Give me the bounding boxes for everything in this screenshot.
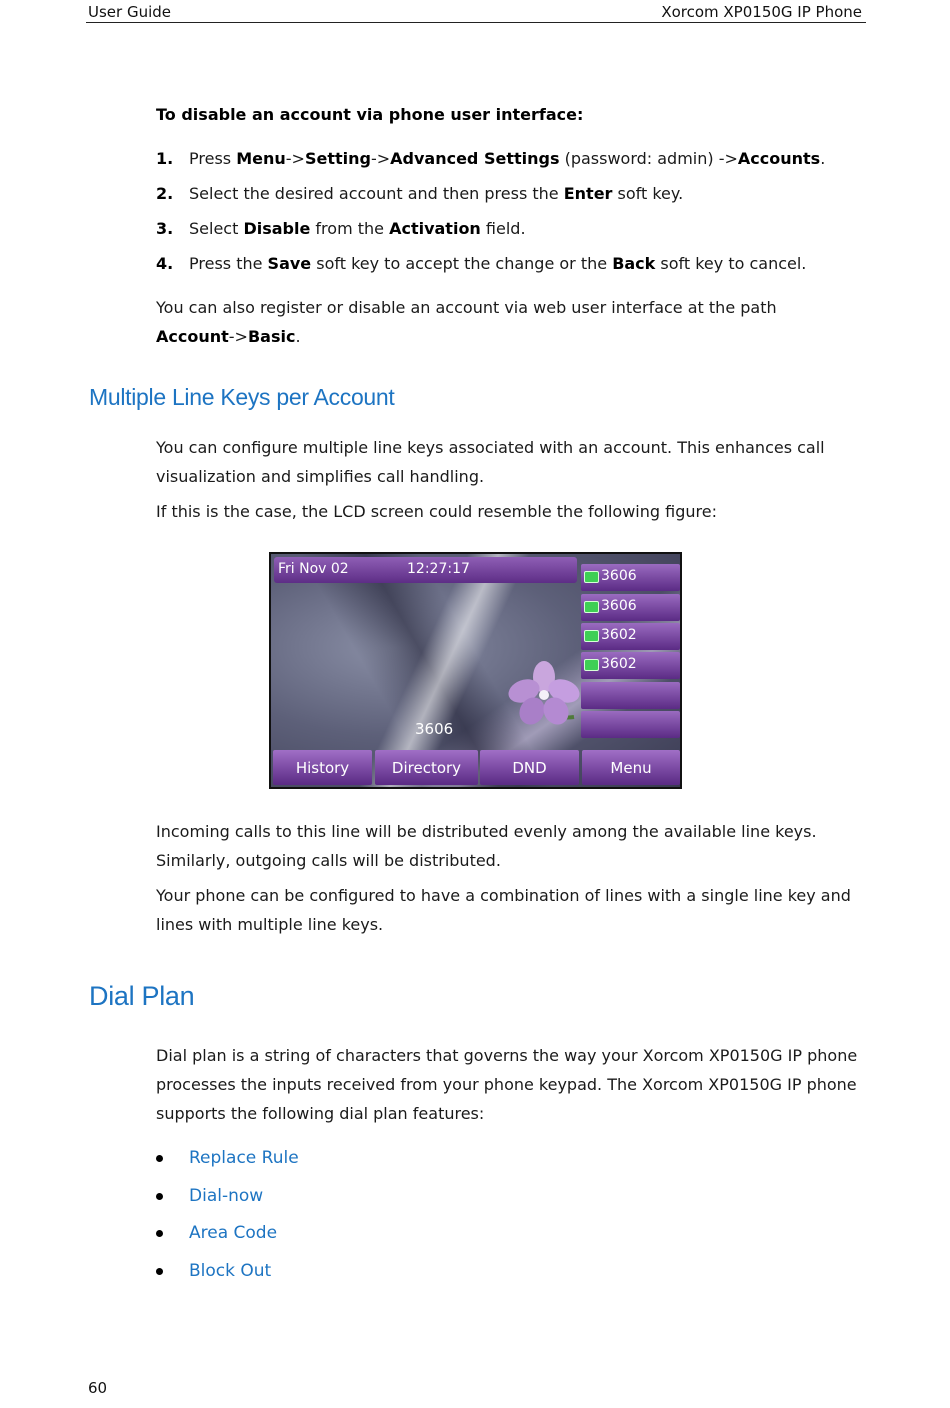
- line-key-3[interactable]: [581, 623, 680, 650]
- line-key-label: 3606: [601, 598, 637, 614]
- line-key-label: 3606: [601, 568, 637, 584]
- link-area-code[interactable]: Area Code: [189, 1223, 278, 1243]
- section-heading-multiple-line-keys: Multiple Line Keys per Account: [89, 384, 395, 410]
- paragraph-dial-plan: Dial plan is a string of characters that governs the way your Xorcom XP0150G IP phone processes the inputs received from your phone keypad. The Xorcom XP0150G IP phone supports the following dial plan features:: [156, 1046, 858, 1123]
- lcd-date: Fri Nov 02: [278, 561, 349, 577]
- bullet-icon: [156, 1193, 163, 1200]
- soft-key-directory[interactable]: Directory: [375, 750, 478, 785]
- soft-key-menu[interactable]: Menu: [582, 750, 680, 785]
- section-heading-dial-plan: Dial Plan: [89, 981, 195, 1011]
- line-key-1[interactable]: [581, 564, 680, 591]
- step-text: Press the Save soft key to accept the change or the Back soft key to cancel.: [189, 254, 807, 273]
- phone-icon: [584, 571, 599, 583]
- soft-key-history[interactable]: History: [273, 750, 372, 785]
- line-key-4[interactable]: [581, 652, 680, 679]
- web-note-paragraph: You can also register or disable an account via web user interface at the path Account->Basic.: [156, 298, 777, 346]
- lcd-account-label: 3606: [415, 720, 454, 738]
- link-block-out[interactable]: Block Out: [189, 1261, 272, 1281]
- line-key-label: 3602: [601, 656, 637, 672]
- paragraph-combination: Your phone can be configured to have a combination of lines with a single line key and lines with multiple line keys.: [156, 886, 851, 934]
- link-replace-rule[interactable]: Replace Rule: [189, 1148, 299, 1168]
- procedure-heading: To disable an account via phone user interface:: [156, 105, 584, 124]
- lcd-status-bar: [274, 557, 577, 583]
- step-text: Select Disable from the Activation field.: [189, 219, 526, 238]
- step-number: 4.: [156, 254, 174, 273]
- line-key-6[interactable]: [581, 711, 680, 738]
- paragraph-distribution: Incoming calls to this line will be distributed evenly among the available line keys. Similarly, outgoing calls will be distributed.: [156, 822, 817, 870]
- bullet-icon: [156, 1230, 163, 1237]
- lcd-time: 12:27:17: [407, 561, 470, 577]
- header-rule: [86, 22, 866, 23]
- paragraph-lcd-intro: If this is the case, the LCD screen could resemble the following figure:: [156, 502, 717, 521]
- step-number: 3.: [156, 219, 174, 238]
- phone-icon: [584, 630, 599, 642]
- phone-icon: [584, 659, 599, 671]
- step-text: Press Menu->Setting->Advanced Settings (password: admin) ->Accounts.: [189, 149, 826, 168]
- step-number: 1.: [156, 149, 174, 168]
- header-left-title: User Guide: [88, 3, 172, 21]
- paragraph-configure: You can configure multiple line keys associated with an account. This enhances call visualization and simplifies call handling.: [156, 438, 825, 486]
- bullet-icon: [156, 1155, 163, 1162]
- line-key-2[interactable]: [581, 594, 680, 621]
- line-key-5[interactable]: [581, 682, 680, 709]
- bullet-icon: [156, 1268, 163, 1275]
- step-number: 2.: [156, 184, 174, 203]
- lcd-screen-figure: [269, 552, 682, 789]
- page-number: 60: [88, 1379, 108, 1397]
- flower-icon: [508, 659, 580, 731]
- soft-key-dnd[interactable]: DND: [480, 750, 579, 785]
- header-right-title: Xorcom XP0150G IP Phone: [661, 3, 862, 21]
- link-dial-now[interactable]: Dial-now: [189, 1186, 264, 1206]
- step-text: Select the desired account and then press the Enter soft key.: [189, 184, 684, 203]
- line-key-label: 3602: [601, 627, 637, 643]
- soft-key-bar: [273, 750, 680, 785]
- phone-icon: [584, 601, 599, 613]
